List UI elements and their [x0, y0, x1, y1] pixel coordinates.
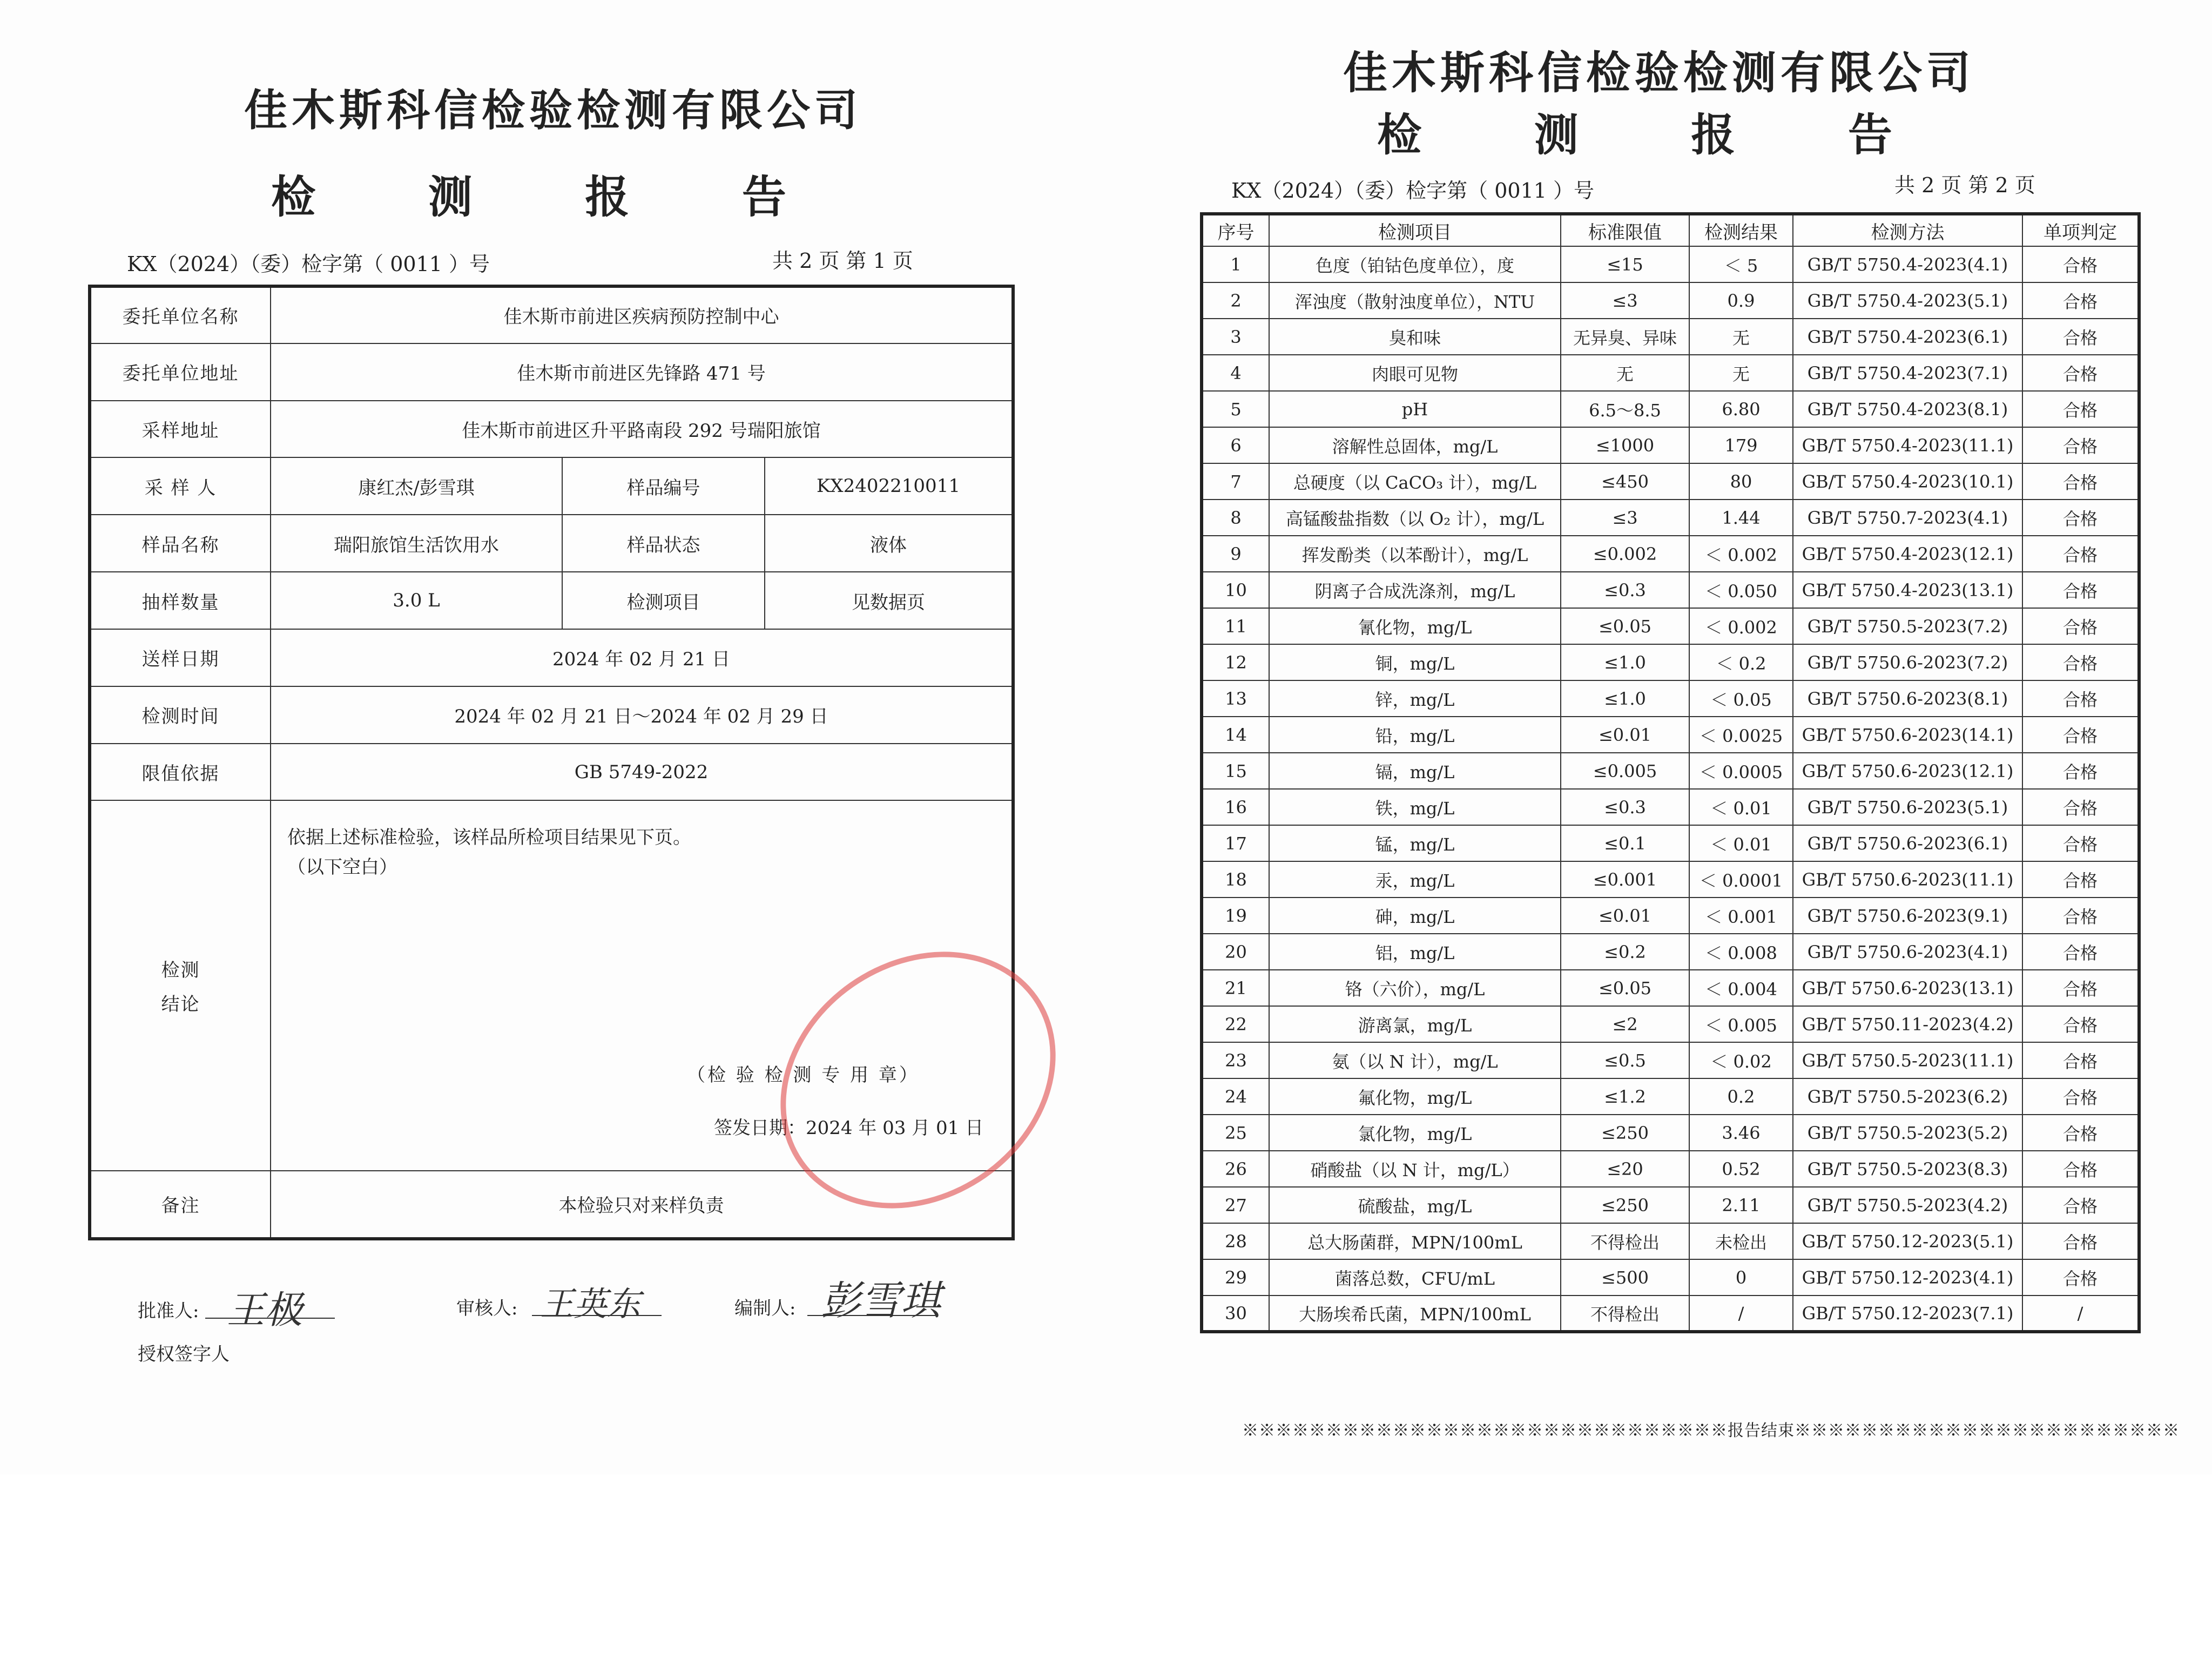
report-end-marker: ※※※※※※※※※※※※※※※※※※※※※※※※※※※※※报告结束※※※※※※※※※※※※※※※※※※※※※※※ [1242, 1421, 2180, 1440]
cell-judgement: 合格 [2022, 1115, 2139, 1151]
cell-item: 铝，mg/L [1269, 934, 1561, 970]
table-row [1202, 898, 2139, 934]
cell-no: 4 [1202, 355, 1269, 391]
cell-judgement: 合格 [2022, 500, 2139, 536]
cell-judgement: 合格 [2022, 861, 2139, 898]
cell-method: GB/T 5750.5-2023(6.2) [1793, 1078, 2022, 1115]
table-row [1202, 463, 2139, 500]
cell-result: 未检出 [1689, 1223, 1793, 1259]
cell-item: 锰，mg/L [1269, 825, 1561, 861]
cell-item: 硫酸盐，mg/L [1269, 1187, 1561, 1223]
table-row [1202, 1187, 2139, 1223]
cell-judgement: 合格 [2022, 644, 2139, 680]
cell-no: 3 [1202, 319, 1269, 355]
cell-item: 铜，mg/L [1269, 644, 1561, 680]
cell-no: 26 [1202, 1151, 1269, 1187]
cell-judgement: 合格 [2022, 970, 2139, 1006]
report-info-table [88, 285, 1015, 1240]
label-conclusion [90, 800, 271, 1170]
cell-result: / [1689, 1296, 1793, 1332]
cell-method: GB/T 5750.12-2023(7.1) [1793, 1296, 2022, 1332]
table-row [90, 401, 1013, 458]
cell-limit: ≤250 [1561, 1187, 1689, 1223]
cell-method: GB/T 5750.7-2023(4.1) [1793, 500, 2022, 536]
table-row [1202, 608, 2139, 644]
table-row [1202, 1259, 2139, 1296]
table-row [90, 686, 1013, 744]
value-sample-status: 液体 [765, 515, 1013, 572]
cell-method: GB/T 5750.5-2023(11.1) [1793, 1042, 2022, 1078]
table-row [90, 744, 1013, 801]
table-row [1202, 1006, 2139, 1042]
editor-signature-line [807, 1315, 937, 1316]
table-row [1202, 1115, 2139, 1151]
table-row [1202, 970, 2139, 1006]
cell-no: 25 [1202, 1115, 1269, 1151]
cell-item: 色度（铂钴色度单位），度 [1269, 246, 1561, 282]
cell-item: 氨（以 N 计），mg/L [1269, 1042, 1561, 1078]
table-row [1202, 1042, 2139, 1078]
cell-limit: 不得检出 [1561, 1296, 1689, 1332]
reviewer-signature: 王英东 [540, 1284, 641, 1324]
cell-judgement: 合格 [2022, 1042, 2139, 1078]
cell-no: 7 [1202, 463, 1269, 500]
report-number: KX（2024）（委）检字第（ 0011 ）号 [1231, 179, 1595, 203]
stamp-caption: （检 验 检 测 专 用 章） [687, 1064, 920, 1087]
header-limit: 标准限值 [1561, 214, 1689, 246]
cell-result: 6.80 [1689, 391, 1793, 427]
cell-no: 5 [1202, 391, 1269, 427]
cell-limit: ≤1.0 [1561, 644, 1689, 680]
cell-no: 17 [1202, 825, 1269, 861]
cell-item: 挥发酚类（以苯酚计），mg/L [1269, 536, 1561, 572]
table-row [1202, 500, 2139, 536]
cell-item: 总硬度（以 CaCO₃ 计），mg/L [1269, 463, 1561, 500]
table-row [90, 1171, 1013, 1239]
cell-result: ＜ 0.02 [1689, 1042, 1793, 1078]
cell-judgement: 合格 [2022, 427, 2139, 463]
table-row [1202, 246, 2139, 282]
cell-limit: ≤3 [1561, 500, 1689, 536]
cell-limit: 6.5～8.5 [1561, 391, 1689, 427]
cell-no: 29 [1202, 1259, 1269, 1296]
cell-no: 10 [1202, 572, 1269, 608]
cell-item: 硝酸盐（以 N 计，mg/L） [1269, 1151, 1561, 1187]
cell-no: 30 [1202, 1296, 1269, 1332]
label-sampling-address: 采样地址 [90, 401, 271, 458]
cell-limit: ≤0.3 [1561, 789, 1689, 825]
table-row [1202, 644, 2139, 680]
cell-item: 镉，mg/L [1269, 753, 1561, 789]
company-name: 佳木斯科信检验检测有限公司 [244, 85, 862, 136]
cell-method: GB/T 5750.4-2023(10.1) [1793, 463, 2022, 500]
cell-no: 16 [1202, 789, 1269, 825]
cell-method: GB/T 5750.5-2023(5.2) [1793, 1115, 2022, 1151]
cell-result: 3.46 [1689, 1115, 1793, 1151]
cell-judgement: 合格 [2022, 934, 2139, 970]
table-row [1202, 536, 2139, 572]
cell-judgement: 合格 [2022, 898, 2139, 934]
cell-item: 铬（六价），mg/L [1269, 970, 1561, 1006]
cell-judgement: 合格 [2022, 1187, 2139, 1223]
label-conclusion-line2: 结论 [161, 994, 200, 1016]
cell-limit: ≤500 [1561, 1259, 1689, 1296]
cell-limit: ≤0.001 [1561, 861, 1689, 898]
header-method: 检测方法 [1793, 214, 2022, 246]
cell-no: 6 [1202, 427, 1269, 463]
value-limit-basis: GB 5749-2022 [271, 744, 1013, 801]
table-row [1202, 572, 2139, 608]
cell-judgement: 合格 [2022, 246, 2139, 282]
cell-limit: ≤0.01 [1561, 717, 1689, 753]
cell-method: GB/T 5750.6-2023(11.1) [1793, 861, 2022, 898]
test-results-table [1200, 212, 2141, 1333]
label-sample-qty: 抽样数量 [90, 572, 271, 629]
cell-no: 1 [1202, 246, 1269, 282]
cell-item: 铅，mg/L [1269, 717, 1561, 753]
cell-judgement: 合格 [2022, 282, 2139, 319]
table-row [90, 343, 1013, 401]
cell-limit: ≤0.5 [1561, 1042, 1689, 1078]
cell-limit: ≤0.3 [1561, 572, 1689, 608]
header-no: 序号 [1202, 214, 1269, 246]
cell-item: 浑浊度（散射浊度单位），NTU [1269, 282, 1561, 319]
cell-method: GB/T 5750.6-2023(7.2) [1793, 644, 2022, 680]
cell-method: GB/T 5750.5-2023(4.2) [1793, 1187, 2022, 1223]
label-delivery-date: 送样日期 [90, 629, 271, 686]
cell-limit: 无 [1561, 355, 1689, 391]
cell-limit: ≤0.002 [1561, 536, 1689, 572]
cell-judgement: 合格 [2022, 391, 2139, 427]
cell-method: GB/T 5750.5-2023(7.2) [1793, 608, 2022, 644]
cell-limit: ≤3 [1561, 282, 1689, 319]
cell-limit: ≤250 [1561, 1115, 1689, 1151]
cell-no: 28 [1202, 1223, 1269, 1259]
approver-label: 批准人: [138, 1300, 199, 1322]
cell-no: 19 [1202, 898, 1269, 934]
cell-no: 9 [1202, 536, 1269, 572]
editor-label: 编制人: [734, 1298, 796, 1319]
cell-method: GB/T 5750.6-2023(4.1) [1793, 934, 2022, 970]
value-delivery-date: 2024 年 02 月 21 日 [271, 629, 1013, 686]
table-row [1202, 934, 2139, 970]
cell-limit: ≤1.2 [1561, 1078, 1689, 1115]
cell-limit: ≤450 [1561, 463, 1689, 500]
value-sample-no: KX2402210011 [765, 457, 1013, 515]
cell-item: 菌落总数，CFU/mL [1269, 1259, 1561, 1296]
cell-limit: 无异臭、异味 [1561, 319, 1689, 355]
table-row [1202, 717, 2139, 753]
cell-result: 无 [1689, 355, 1793, 391]
cell-judgement: 合格 [2022, 1259, 2139, 1296]
cell-method: GB/T 5750.4-2023(5.1) [1793, 282, 2022, 319]
value-sample-name: 瑞阳旅馆生活饮用水 [271, 515, 562, 572]
cell-judgement: 合格 [2022, 536, 2139, 572]
cell-no: 22 [1202, 1006, 1269, 1042]
cell-method: GB/T 5750.6-2023(5.1) [1793, 789, 2022, 825]
reviewer-label: 审核人: [456, 1298, 518, 1319]
label-test-time: 检测时间 [90, 686, 271, 744]
cell-result: ＜ 0.001 [1689, 898, 1793, 934]
cell-result: ＜ 0.01 [1689, 789, 1793, 825]
cell-result: 80 [1689, 463, 1793, 500]
cell-result: 179 [1689, 427, 1793, 463]
cell-item: 氯化物，mg/L [1269, 1115, 1561, 1151]
cell-method: GB/T 5750.6-2023(13.1) [1793, 970, 2022, 1006]
table-row [90, 572, 1013, 629]
approver-signature: 王极 [227, 1288, 302, 1332]
company-name: 佳木斯科信检验检测有限公司 [1343, 48, 1975, 99]
table-row [1202, 861, 2139, 898]
cell-result: ＜ 5 [1689, 246, 1793, 282]
cell-limit: ≤0.005 [1561, 753, 1689, 789]
cell-no: 24 [1202, 1078, 1269, 1115]
cell-item: 游离氯，mg/L [1269, 1006, 1561, 1042]
reviewer-signature-line [532, 1315, 662, 1316]
report-page-2 [1106, 0, 2212, 1474]
report-title: 检 测 报 告 [1377, 110, 1941, 161]
cell-result: ＜ 0.002 [1689, 608, 1793, 644]
report-page-1 [0, 0, 1106, 1474]
conclusion-text: 依据上述标准检验，该样品所检项目结果见下页。 [287, 827, 691, 849]
cell-judgement: 合格 [2022, 463, 2139, 500]
cell-item: 汞，mg/L [1269, 861, 1561, 898]
cell-item: 溶解性总固体，mg/L [1269, 427, 1561, 463]
cell-method: GB/T 5750.4-2023(6.1) [1793, 319, 2022, 355]
cell-result: ＜ 0.2 [1689, 644, 1793, 680]
cell-result: ＜ 0.002 [1689, 536, 1793, 572]
results-header-row [1202, 214, 2139, 246]
cell-result: 0.2 [1689, 1078, 1793, 1115]
cell-method: GB/T 5750.12-2023(5.1) [1793, 1223, 2022, 1259]
cell-item: pH [1269, 391, 1561, 427]
cell-method: GB/T 5750.6-2023(14.1) [1793, 717, 2022, 753]
label-limit-basis: 限值依据 [90, 744, 271, 801]
cell-judgement: 合格 [2022, 680, 2139, 717]
cell-result: 2.11 [1689, 1187, 1793, 1223]
cell-no: 13 [1202, 680, 1269, 717]
cell-no: 21 [1202, 970, 1269, 1006]
cell-method: GB/T 5750.6-2023(6.1) [1793, 825, 2022, 861]
cell-item: 阴离子合成洗涤剂，mg/L [1269, 572, 1561, 608]
table-row [1202, 1223, 2139, 1259]
header-item: 检测项目 [1269, 214, 1561, 246]
label-sample-name: 样品名称 [90, 515, 271, 572]
cell-no: 20 [1202, 934, 1269, 970]
cell-item: 氰化物，mg/L [1269, 608, 1561, 644]
cell-limit: ≤15 [1561, 246, 1689, 282]
cell-method: GB/T 5750.12-2023(4.1) [1793, 1259, 2022, 1296]
cell-judgement: 合格 [2022, 717, 2139, 753]
cell-item: 铁，mg/L [1269, 789, 1561, 825]
table-row [1202, 1151, 2139, 1187]
header-result: 检测结果 [1689, 214, 1793, 246]
cell-limit: 不得检出 [1561, 1223, 1689, 1259]
table-row [1202, 427, 2139, 463]
cell-judgement: / [2022, 1296, 2139, 1332]
cell-limit: ≤0.05 [1561, 608, 1689, 644]
results-body [1202, 246, 2139, 1332]
value-test-time: 2024 年 02 月 21 日～2024 年 02 月 29 日 [271, 686, 1013, 744]
label-remark: 备注 [90, 1171, 271, 1239]
label-client-name: 委托单位名称 [90, 286, 271, 343]
cell-no: 11 [1202, 608, 1269, 644]
cell-result: ＜ 0.01 [1689, 825, 1793, 861]
cell-result: 无 [1689, 319, 1793, 355]
table-row [1202, 319, 2139, 355]
table-row [90, 515, 1013, 572]
cell-item: 砷，mg/L [1269, 898, 1561, 934]
cell-judgement: 合格 [2022, 319, 2139, 355]
conclusion-blank-note: （以下空白） [287, 856, 397, 879]
cell-limit: ≤0.1 [1561, 825, 1689, 861]
cell-method: GB/T 5750.6-2023(12.1) [1793, 753, 2022, 789]
cell-judgement: 合格 [2022, 1078, 2139, 1115]
table-row [1202, 789, 2139, 825]
cell-method: GB/T 5750.5-2023(8.3) [1793, 1151, 2022, 1187]
cell-judgement: 合格 [2022, 1151, 2139, 1187]
cell-method: GB/T 5750.4-2023(8.1) [1793, 391, 2022, 427]
cell-item: 锌，mg/L [1269, 680, 1561, 717]
header-judgement: 单项判定 [2022, 214, 2139, 246]
table-row [1202, 1078, 2139, 1115]
cell-item: 高锰酸盐指数（以 O₂ 计），mg/L [1269, 500, 1561, 536]
cell-result: ＜ 0.0005 [1689, 753, 1793, 789]
cell-result: 0.52 [1689, 1151, 1793, 1187]
cell-judgement: 合格 [2022, 825, 2139, 861]
cell-judgement: 合格 [2022, 608, 2139, 644]
page-indicator: 共 2 页 第 1 页 [772, 249, 913, 273]
value-sampler: 康红杰/彭雪琪 [271, 457, 562, 515]
label-client-address: 委托单位地址 [90, 343, 271, 401]
cell-judgement: 合格 [2022, 1223, 2139, 1259]
cell-limit: ≤0.2 [1561, 934, 1689, 970]
authorized-signatory: 授权签字人 [138, 1344, 230, 1365]
table-row [1202, 282, 2139, 319]
cell-result: 0 [1689, 1259, 1793, 1296]
report-number: KX（2024）（委）检字第（ 0011 ）号 [127, 252, 490, 276]
editor-signature: 彭雪琪 [821, 1278, 941, 1324]
cell-limit: ≤1.0 [1561, 680, 1689, 717]
value-client-address: 佳木斯市前进区先锋路 471 号 [271, 343, 1013, 401]
value-test-items: 见数据页 [765, 572, 1013, 629]
cell-no: 15 [1202, 753, 1269, 789]
cell-judgement: 合格 [2022, 1006, 2139, 1042]
cell-method: GB/T 5750.4-2023(12.1) [1793, 536, 2022, 572]
cell-judgement: 合格 [2022, 753, 2139, 789]
label-sample-status: 样品状态 [562, 515, 765, 572]
report-title: 检 测 报 告 [271, 172, 835, 223]
cell-no: 18 [1202, 861, 1269, 898]
table-row [1202, 1296, 2139, 1332]
value-client-name: 佳木斯市前进区疾病预防控制中心 [271, 286, 1013, 343]
table-row [90, 629, 1013, 686]
table-row [1202, 355, 2139, 391]
value-remark: 本检验只对来样负责 [271, 1171, 1013, 1239]
cell-item: 氟化物，mg/L [1269, 1078, 1561, 1115]
cell-no: 8 [1202, 500, 1269, 536]
label-test-items: 检测项目 [562, 572, 765, 629]
label-sampler: 采 样 人 [90, 457, 271, 515]
cell-no: 23 [1202, 1042, 1269, 1078]
cell-limit: ≤1000 [1561, 427, 1689, 463]
value-sampling-address: 佳木斯市前进区升平路南段 292 号瑞阳旅馆 [271, 401, 1013, 458]
cell-judgement: 合格 [2022, 572, 2139, 608]
table-row [1202, 391, 2139, 427]
table-row [1202, 825, 2139, 861]
cell-method: GB/T 5750.4-2023(13.1) [1793, 572, 2022, 608]
label-conclusion-line1: 检测 [161, 960, 200, 982]
cell-result: ＜ 0.050 [1689, 572, 1793, 608]
cell-result: ＜ 0.008 [1689, 934, 1793, 970]
cell-result: ＜ 0.05 [1689, 680, 1793, 717]
cell-item: 臭和味 [1269, 319, 1561, 355]
cell-result: 1.44 [1689, 500, 1793, 536]
cell-result: ＜ 0.004 [1689, 970, 1793, 1006]
value-sample-qty: 3.0 L [271, 572, 562, 629]
issue-date: 签发日期：2024 年 03 月 01 日 [714, 1117, 984, 1139]
cell-result: 0.9 [1689, 282, 1793, 319]
cell-method: GB/T 5750.11-2023(4.2) [1793, 1006, 2022, 1042]
conclusion-cell [271, 800, 1013, 1170]
cell-method: GB/T 5750.4-2023(4.1) [1793, 246, 2022, 282]
cell-limit: ≤2 [1561, 1006, 1689, 1042]
cell-limit: ≤20 [1561, 1151, 1689, 1187]
cell-method: GB/T 5750.6-2023(8.1) [1793, 680, 2022, 717]
cell-method: GB/T 5750.6-2023(9.1) [1793, 898, 2022, 934]
cell-no: 14 [1202, 717, 1269, 753]
cell-result: ＜ 0.0025 [1689, 717, 1793, 753]
cell-result: ＜ 0.005 [1689, 1006, 1793, 1042]
cell-result: ＜ 0.0001 [1689, 861, 1793, 898]
cell-method: GB/T 5750.4-2023(11.1) [1793, 427, 2022, 463]
table-row [90, 457, 1013, 515]
cell-item: 大肠埃希氏菌，MPN/100mL [1269, 1296, 1561, 1332]
cell-no: 27 [1202, 1187, 1269, 1223]
label-sample-no: 样品编号 [562, 457, 765, 515]
table-row [1202, 680, 2139, 717]
cell-judgement: 合格 [2022, 789, 2139, 825]
table-row [1202, 753, 2139, 789]
cell-no: 2 [1202, 282, 1269, 319]
cell-no: 12 [1202, 644, 1269, 680]
cell-limit: ≤0.01 [1561, 898, 1689, 934]
cell-judgement: 合格 [2022, 355, 2139, 391]
cell-item: 总大肠菌群，MPN/100mL [1269, 1223, 1561, 1259]
approver-signature-line [205, 1318, 335, 1319]
cell-limit: ≤0.05 [1561, 970, 1689, 1006]
table-row [90, 800, 1013, 1170]
table-row [90, 286, 1013, 343]
page-indicator: 共 2 页 第 2 页 [1894, 173, 2035, 197]
cell-method: GB/T 5750.4-2023(7.1) [1793, 355, 2022, 391]
cell-item: 肉眼可见物 [1269, 355, 1561, 391]
